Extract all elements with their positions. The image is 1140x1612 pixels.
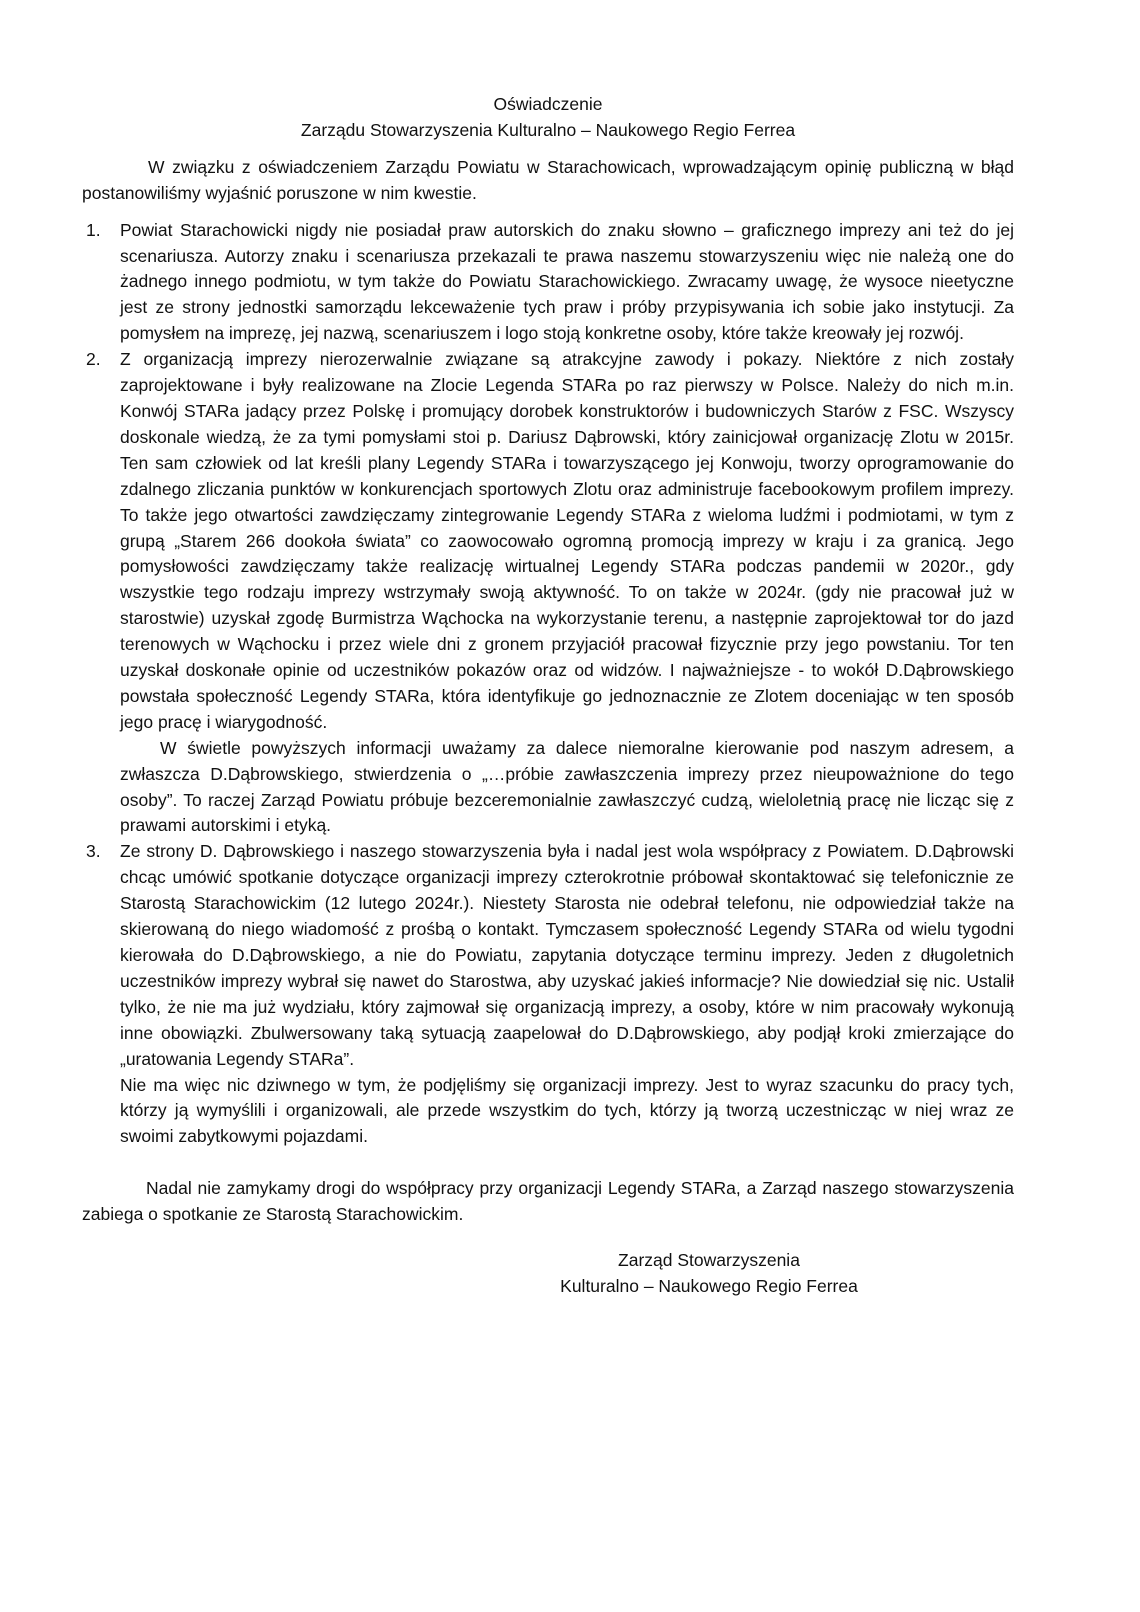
list-item-paragraph: W świetle powyższych informacji uważamy za dalece niemoralne kierowanie pod naszym adresem, a zwłaszcza D.Dąbrowskiego, stwierdzenia o „…próbie zawłaszczenia imprezy przez nieupoważnione do tego osoby”. To raczej Zarząd Powiatu próbuje bezceremonialnie zawłaszczyć cudzą, wieloletnią pracę nie licząc się z prawami autorskimi i etyką. [120, 737, 1014, 836]
closing-paragraph: Nadal nie zamykamy drogi do współpracy przy organizacji Legendy STARa, a Zarząd naszego stowarzyszenia zabiega o spotkanie ze Starostą Starachowickim. [82, 1178, 1014, 1225]
document-body [82, 92, 1014, 1300]
points-list [82, 218, 1014, 1073]
document-header [82, 92, 1014, 144]
list-item [82, 347, 1014, 839]
list-item [82, 218, 1014, 348]
list-item-paragraph: Powiat Starachowicki nigdy nie posiadał praw autorskich do znaku słowno – graficznego imprezy ani też do jej scenariusza. Autorzy znaku i scenariusza przekazali te prawa naszemu stowarzyszeniu więc nie należą one do żadnego innego podmiotu, w tym także do Powiatu Starachowickiego. Zwracamy uwagę, że wysoce nieetyczne jest ze strony jednostki samorządu lekceważenie tych praw i próby przypisywania ich sobie jako instytucji. Za pomysłem na imprezę, jej nazwą, scenariuszem i logo stoją konkretne osoby, które także kreowały jej rozwój. [120, 219, 1014, 344]
signature-block [82, 1248, 873, 1300]
after-list-paragraph: Nie ma więc nic dziwnego w tym, że podjęliśmy się organizacji imprezy. Jest to wyraz szacunku do pracy tych, którzy ją wymyślili i organizowali, ale przede wszystkim do tych, którzy ją tworzą uczestnicząc w niej wraz ze swoimi zabytkowymi pojazdami. [120, 1074, 1014, 1147]
list-item-paragraph: Z organizacją imprezy nierozerwalnie związane są atrakcyjne zawody i pokazy. Niektóre z nich zostały zaprojektowane i były realizowane na Zlocie Legenda STARa po raz pierwszy w Polsce. Należy do nich m.in. Konwój STARa jadący przez Polskę i promujący dorobek konstruktorów i budowniczych Starów z FSC. Wszyscy doskonale wiedzą, że za tymi pomysłami stoi p. Dariusz Dąbrowski, który zainicjował organizację Zlotu w 2015r. Ten sam człowiek od lat kreśli plany Legendy STARa i towarzyszącego jej Konwoju, tworzy oprogramowanie do zdalnego zliczania punktów w konkurencjach sportowych Zlotu oraz administruje facebookowym profilem imprezy. To także jego otwartości zawdzięczamy zintegrowanie Legendy STARa z wieloma ludźmi i podmiotami, w tym z grupą „Starem 266 dookoła świata” co zaowocowało ogromną promocją imprezy w kraju i za granicą. Jego pomysłowości zawdzięczamy także realizację wirtualnej Legendy STARa podczas pandemii w 2020r., gdy wszystkie tego rodzaju imprezy wstrzymały swoją aktywność. To on także w 2024r. (gdy nie pracował już w starostwie) uzyskał zgodę Burmistrza Wąchocka na wykorzystanie terenu, a następnie zaprojektował tor do jazd terenowych w Wąchocku i przez wiele dni z gronem przyjaciół pracował fizycznie przy jego powstaniu. Tor ten uzyskał doskonałe opinie od uczestników pokazów oraz od widzów. I najważniejsze - to wokół D.Dąbrowskiego powstała społeczność Legendy STARa, która identyfikuje go jednoznacznie ze Zlotem doceniając w ten sposób jego pracę i wiarygodność. [120, 349, 1014, 732]
signature-line: Zarząd Stowarzyszenia [618, 1250, 800, 1271]
list-item-paragraph: Ze strony D. Dąbrowskiego i naszego stowarzyszenia była i nadal jest wola współpracy z Powiatem. D.Dąbrowski chcąc umówić spotkanie dotyczące organizacji imprezy czterokrotnie próbował skontaktować się telefonicznie ze Starostą Starachowickim (12 lutego 2024r.). Niestety Starosta nie odebrał telefonu, nie odpowiedział także na skierowaną do niego wiadomość z prośbą o kontakt. Tymczasem społeczność Legendy STARa od wielu tygodni kierowała do D.Dąbrowskiego, a nie do Powiatu, zapytania dotyczące terminu imprezy. Jeden z długoletnich uczestników imprezy wybrał się nawet do Starostwa, aby uzyskać jakieś informacje? Nie dowiedział się nic. Ustalił tylko, że nie ma już wydziału, który zajmował się organizacją imprezy, a osoby, które w nim pracowały wykonują inne obowiązki. Zbulwersowany taką sytuacją zaapelował do D.Dąbrowskiego, aby podjął kroki zmierzające do „uratowania Legendy STARa”. [120, 841, 1014, 1069]
list-item [82, 839, 1014, 1072]
document-title: Oświadczenie [493, 94, 603, 114]
intro-paragraph: W związku z oświadczeniem Zarządu Powiatu w Starachowicach, wprowadzającym opinię publiczną w błąd postanowiliśmy wyjaśnić poruszone w nim kwestie. [82, 156, 1014, 203]
list-item-number: 3. [86, 841, 101, 862]
list-item-number: 1. [86, 219, 101, 240]
signature-line: Kulturalno – Naukowego Regio Ferrea [560, 1275, 858, 1296]
document-subtitle: Zarządu Stowarzyszenia Kulturalno – Naukowego Regio Ferrea [300, 119, 796, 140]
list-item-number: 2. [86, 349, 101, 370]
